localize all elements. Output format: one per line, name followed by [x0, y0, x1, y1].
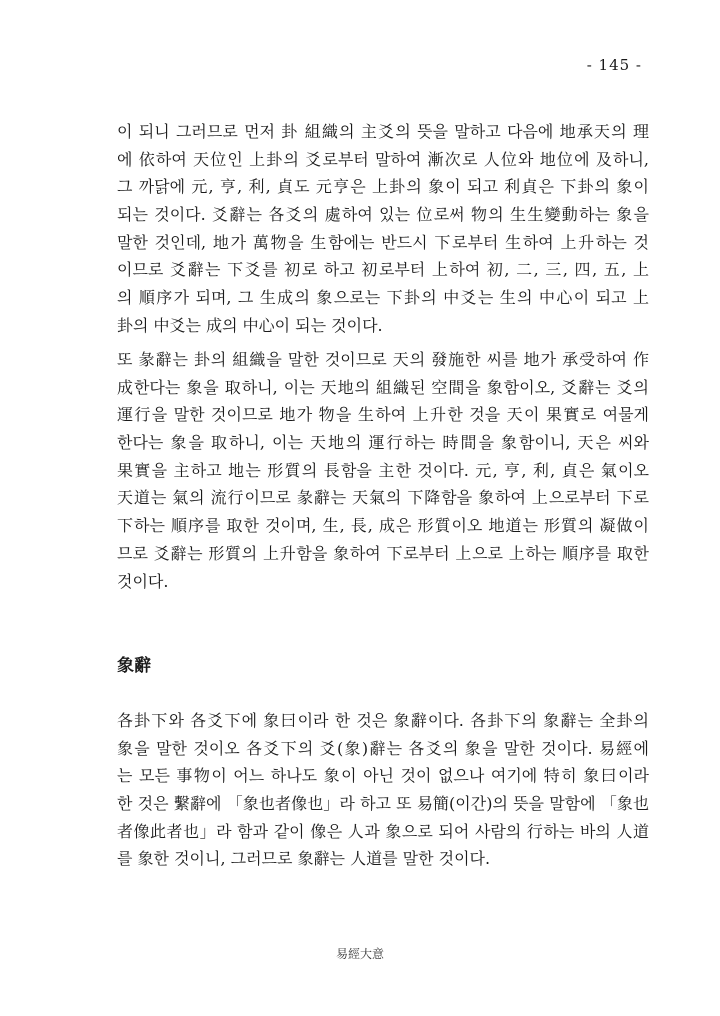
- text-line: 의 順序가 되며, 그 生成의 象으로는 下卦의 中爻는 生의 中心이 되고 上: [117, 288, 649, 308]
- section-heading: 象辭: [117, 656, 151, 676]
- text-line: 天道는 氣의 流行이므로 彖辭는 天氣의 下降함을 象하여 上으로부터 下로: [117, 488, 649, 508]
- text-line: 運行을 말한 것이므로 地가 物을 生하여 上升한 것을 天이 果實로 여물게: [117, 405, 649, 425]
- text-line: 되는 것이다. 爻辭는 各爻의 處하여 있는 位로써 物의 生生變動하는 象을: [117, 205, 649, 225]
- footer-title: 易經大意: [335, 947, 384, 961]
- text-line: 各卦下와 各爻下에 象曰이라 한 것은 象辭이다. 各卦下의 象辭는 全卦의: [117, 711, 649, 730]
- page-number: - 145 -: [586, 56, 642, 74]
- text-line: 卦의 中爻는 成의 中心이 되는 것이다.: [117, 315, 383, 335]
- text-line: 者像此者也」라 함과 같이 像은 人과 象으로 되어 사람의 行하는 바의 人道: [117, 821, 649, 841]
- paragraph-1: [117, 118, 649, 340]
- text-line: 말한 것인데, 地가 萬物을 生함에는 반드시 下로부터 生하여 上升하는 것: [117, 232, 649, 252]
- text-line: 므로 爻辭는 形質의 上升함을 象하여 下로부터 上으로 上하는 順序를 取한: [117, 543, 649, 563]
- text-line: 는 모든 事物이 어느 하나도 象이 아닌 것이 없으나 여기에 特히 象曰이라: [117, 766, 649, 786]
- text-line: 그 까닭에 元, 亨, 利, 貞도 元亨은 上卦의 象이 되고 利貞은 下卦의 象이: [117, 177, 649, 197]
- text-line: 이므로 爻辭는 下爻를 初로 하고 初로부터 上하여 初, 二, 三, 四, 五, 上: [117, 260, 649, 280]
- text-line: 한다는 象을 取하니, 이는 天地의 運行하는 時間을 象함이니, 天은 씨와: [117, 433, 649, 453]
- text-line: 에 依하여 天位인 上卦의 爻로부터 말하여 漸次로 人位와 地位에 及하니,: [117, 149, 649, 169]
- text-line: 한 것은 繫辭에 「象也者像也」라 하고 또 易簡(이간)의 뜻을 말함에 「象也: [117, 794, 649, 814]
- text-line: 象을 말한 것이오 各爻下의 爻(象)辭는 各爻의 象을 말한 것이다. 易經에: [117, 738, 649, 758]
- text-line: 또 彖辭는 卦의 組織을 말한 것이므로 天의 發施한 씨를 地가 承受하여 作: [117, 350, 649, 369]
- text-line: 果實을 主하고 地는 形質의 長함을 主한 것이다. 元, 亨, 利, 貞은 氣이오: [117, 460, 649, 480]
- text-line: 下하는 順序를 取한 것이며, 生, 長, 成은 形質이오 地道는 形質의 凝做이: [117, 516, 649, 536]
- paragraph-2: [117, 346, 649, 595]
- text-line: 이 되니 그러므로 먼저 卦 組織의 主爻의 뜻을 말하고 다음에 地承天의 理: [117, 122, 649, 141]
- text-line: 를 象한 것이니, 그러므로 象辭는 人道를 말한 것이다.: [117, 849, 491, 869]
- text-line: 것이다.: [117, 571, 169, 591]
- text-line: 成한다는 象을 取하니, 이는 天地의 組織된 空間을 象함이오, 爻辭는 爻의: [117, 377, 649, 397]
- paragraph-3: [117, 707, 649, 873]
